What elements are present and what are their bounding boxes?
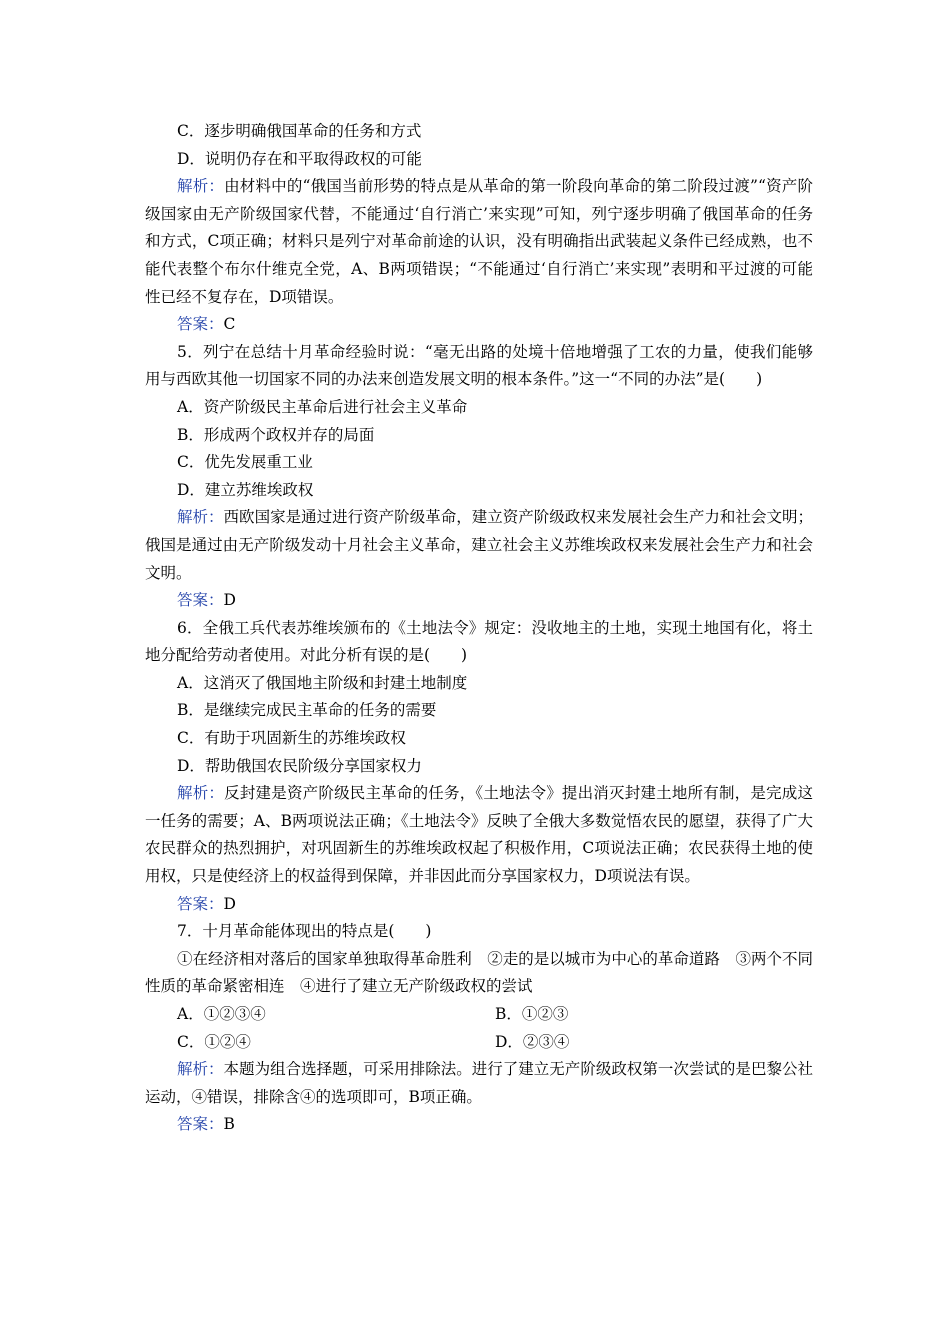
- q5-option-d: D．建立苏维埃政权: [177, 480, 314, 499]
- q6-option-c: C．有助于巩固新生的苏维埃政权: [177, 729, 406, 748]
- answer-label: 答案：: [177, 894, 224, 913]
- q5-analysis-text: 西欧国家是通过进行资产阶级革命，建立资产阶级政权来发展社会生产力和社会文明；俄国是通过由无产阶级发动十月社会主义革命，建立社会主义苏维埃政权来发展社会生产力和社会文明。: [145, 508, 813, 582]
- answer-label: 答案：: [177, 315, 224, 334]
- q6-option-a: A．这消灭了俄国地主阶级和封建土地制度: [177, 673, 468, 692]
- q4-analysis-text: 由材料中的“俄国当前形势的特点是从革命的第一阶段向革命的第二阶段过渡”“资产阶级国家由无产阶级国家代替，不能通过‘自行消亡’来实现”可知，列宁逐步明确了俄国革命的任务和方式，C项正确；材料只是列宁对革命前途的认识，没有明确指出武装起义条件已经成熟，也不能代表整个布尔什维克全党，A、B两项错误；“不能通过‘自行消亡’来实现”表明和平过渡的可能性已经不复存在，D项错误。: [145, 177, 813, 306]
- q7-option-a: A．①②③④: [177, 1005, 266, 1023]
- q7-options-row-2: [145, 1029, 813, 1057]
- q4-answer: [145, 311, 813, 339]
- q6-answer-value: D: [223, 894, 236, 913]
- q7-option-c: C．①②④: [177, 1032, 251, 1051]
- q5-stem: 5．列宁在总结十月革命经验时说：“毫无出路的处境十倍地增强了工农的力量，使我们能够用与西欧其他一切国家不同的办法来创造发展文明的根本条件。”这一“不同的办法”是( ): [145, 342, 813, 389]
- analysis-label: 解析：: [177, 177, 225, 196]
- q5-answer-value: D: [223, 591, 236, 610]
- q7-items: ①在经济相对落后的国家单独取得革命胜利 ②走的是以城市为中心的革命道路 ③两个不同性质的革命紧密相连 ④进行了建立无产阶级政权的尝试: [145, 949, 813, 996]
- q5-analysis: [145, 504, 813, 587]
- analysis-label: 解析：: [177, 1060, 224, 1079]
- q6-option-d: D．帮助俄国农民阶级分享国家权力: [177, 756, 422, 775]
- q5-option-a: A．资产阶级民主革命后进行社会主义革命: [177, 397, 468, 416]
- analysis-label: 解析：: [177, 784, 225, 803]
- q4-option-d: D．说明仍存在和平取得政权的可能: [177, 149, 422, 168]
- analysis-label: 解析：: [177, 508, 224, 527]
- q7-answer: [145, 1111, 813, 1139]
- answer-label: 答案：: [177, 1115, 224, 1134]
- q7-stem: 7．十月革命能体现出的特点是( ): [177, 922, 432, 941]
- q6-answer: [145, 891, 813, 919]
- q7-analysis-text: 本题为组合选择题，可采用排除法。进行了建立无产阶级政权第一次尝试的是巴黎公社运动，④错误，排除含④的选项即可，B项正确。: [145, 1060, 813, 1106]
- q5-answer: [145, 587, 813, 615]
- q7-answer-value: B: [223, 1115, 235, 1134]
- document-page: [145, 118, 813, 1139]
- q6-option-b: B．是继续完成民主革命的任务的需要: [177, 701, 437, 720]
- q7-option-b: B．①②③: [495, 1005, 569, 1023]
- answer-label: 答案：: [177, 591, 224, 610]
- q6-stem: 6．全俄工兵代表苏维埃颁布的《土地法令》规定：没收地主的土地，实现土地国有化，将土地分配给劳动者使用。对此分析有误的是( ): [145, 618, 813, 665]
- q7-option-d: D．②③④: [495, 1032, 570, 1051]
- q7-options-row-1: [145, 1001, 813, 1029]
- q6-analysis-text: 反封建是资产阶级民主革命的任务，《土地法令》提出消灭封建土地所有制，是完成这一任务的需要；A、B两项说法正确；《土地法令》反映了全俄大多数觉悟农民的愿望，获得了广大农民群众的热烈拥护，对巩固新生的苏维埃政权起了积极作用，C项说法正确；农民获得土地的使用权，只是使经济上的权益得到保障，并非因此而分享国家权力，D项说法有误。: [145, 784, 813, 886]
- q5-option-c: C．优先发展重工业: [177, 453, 313, 472]
- q4-answer-value: C: [223, 315, 236, 334]
- q7-analysis: [145, 1056, 813, 1111]
- q4-analysis: [145, 173, 813, 311]
- q5-option-b: B．形成两个政权并存的局面: [177, 425, 375, 444]
- q6-analysis: [145, 780, 813, 890]
- q4-option-c: C．逐步明确俄国革命的任务和方式: [177, 122, 422, 140]
